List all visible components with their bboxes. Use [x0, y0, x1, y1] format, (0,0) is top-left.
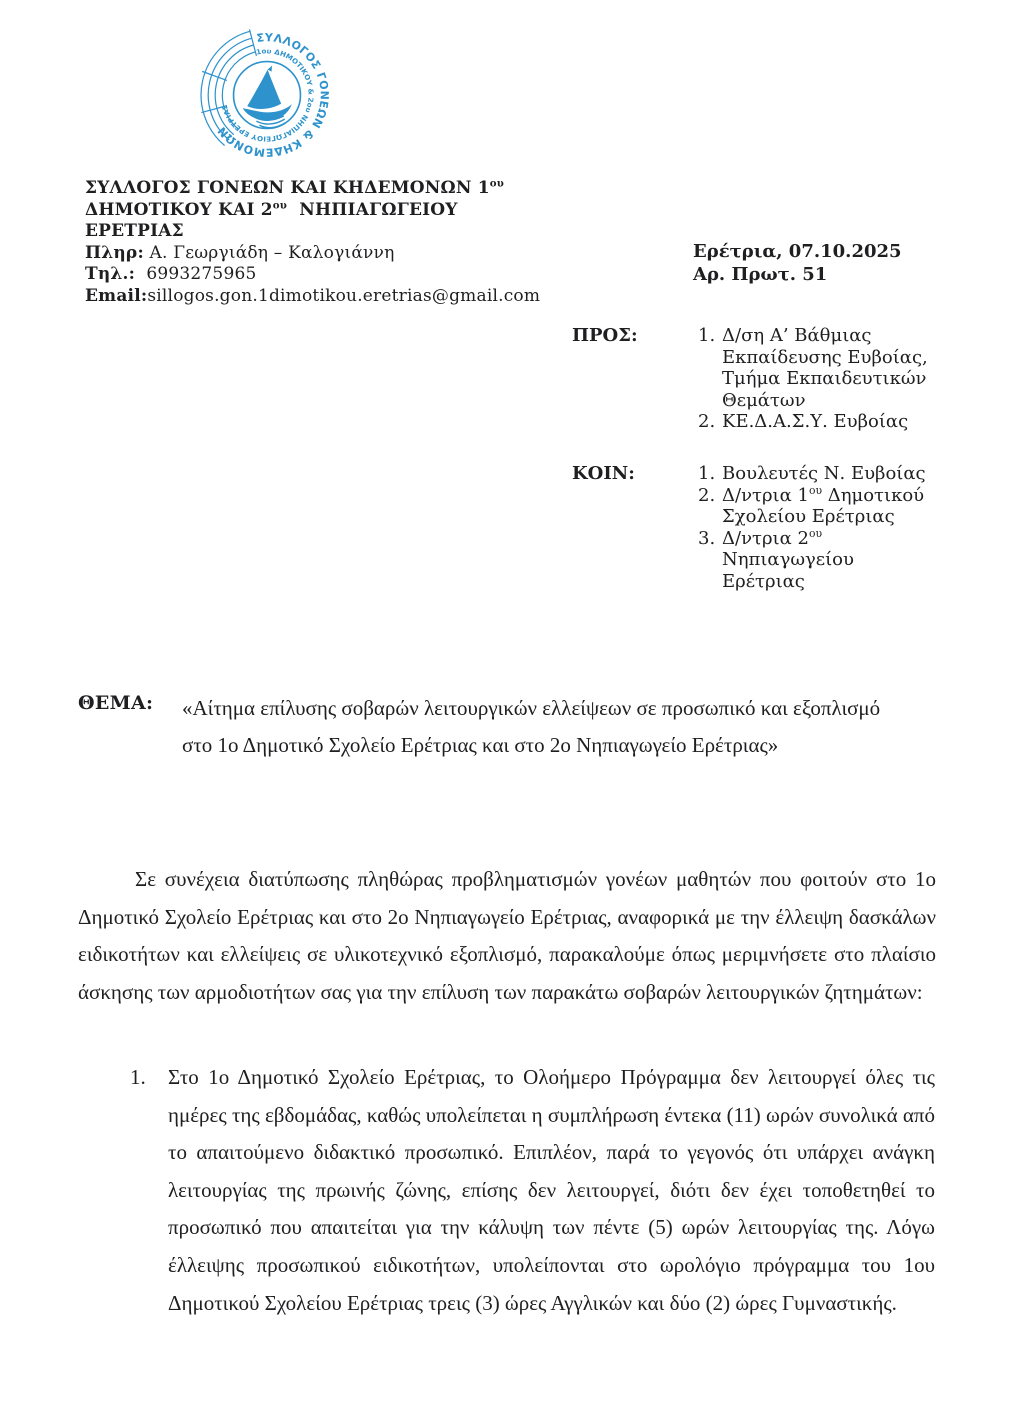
org-name-line3: ΕΡΕΤΡΙΑΣ — [85, 221, 184, 242]
email-value: sillogos.gon.1dimotikou.eretrias@gmail.com — [147, 285, 541, 306]
item-number: 1. — [698, 325, 716, 346]
cc-item — [698, 528, 948, 593]
item-text: Δ/ση Α’ Βάθμιας Εκπαίδευσης Ευβοίας, Τμήμα Εκπαιδευτικών Θεμάτων — [722, 325, 928, 411]
org-name-line2: ΔΗΜΟΤΙΚΟΥ ΚΑΙ $2^{o\upsilon}$ ΝΗΠΙΑΓΩΓΕΙΟΥ — [85, 198, 458, 220]
contact-label: Πληρ: — [85, 242, 144, 263]
contact-person-line — [85, 243, 540, 265]
contact-value: Α. Γεωργιάδη – Καλογιάννη — [143, 242, 395, 263]
email-line — [85, 286, 540, 308]
subject-label: ΘΕΜΑ: — [78, 692, 154, 714]
item-text: Δ/ντρια $1^{o\upsilon}$ Δημοτικού Σχολείου Ερέτριας — [722, 483, 925, 528]
to-item — [698, 411, 948, 433]
org-name-line1: ΣΥΛΛΟΓΟΣ ΓΟΝΕΩΝ ΚΑΙ ΚΗΔΕΜΟΝΩΝ $1^{o\upsilon}$ — [85, 177, 504, 198]
letterhead — [85, 178, 540, 308]
cc-list — [698, 463, 948, 593]
item-text: Βουλευτές Ν. Ευβοίας — [722, 463, 926, 484]
protocol-number: Αρ. Πρωτ. 51 — [693, 263, 828, 285]
subject-text: «Αίτημα επίλυσης σοβαρών λειτουργικών ελλείψεων σε προσωπικό και εξοπλισμό στο 1ο Δημοτικό Σχολείο Ερέτριας και στο 2ο Νηπιαγωγείο Ερέτριας» — [182, 696, 881, 757]
cc-item — [698, 463, 948, 485]
phone-label: Τηλ.: — [85, 264, 136, 285]
cc-label: ΚΟΙΝ: — [572, 463, 635, 484]
item-number: 1. — [130, 1065, 146, 1089]
logo-outer-ring-text: ΣΥΛΛΟΓΟΣ ΓΟΝΕΩΝ & ΚΗΔΕΜΟΝΩΝ — [215, 31, 331, 159]
phone-line — [85, 264, 540, 286]
body-numbered-list — [130, 1059, 935, 1322]
to-list — [698, 325, 948, 433]
numbered-item — [130, 1059, 935, 1322]
phone-value: 6993275965 — [135, 264, 257, 285]
item-number: 2. — [698, 484, 716, 506]
cc-item — [698, 485, 948, 528]
place-date: Ερέτρια, 07.10.2025 — [693, 241, 902, 262]
to-item — [698, 325, 948, 411]
item-text: ΚΕ.Δ.Α.Σ.Υ. Ευβοίας — [722, 411, 909, 433]
item-number: 3. — [698, 527, 716, 549]
item-text: Δ/ντρια $2^{o\upsilon}$ Νηπιαγωγείου Ερέτριας — [722, 526, 854, 592]
to-label: ΠΡΟΣ: — [572, 325, 638, 346]
association-logo — [196, 22, 338, 168]
item-number: 1. — [698, 463, 716, 484]
body-paragraph: Σε συνέχεια διατύπωσης πληθώρας προβληματισμών γονέων μαθητών που φοιτούν στο 1ο Δημοτικό Σχολείο Ερέτριας και στο 2ο Νηπιαγωγείο Ερέτριας, αναφορικά με την έλλειψη δασκάλων ειδικοτήτων και ελλείψεις σε υλικοτεχνικό εξοπλισμό, παρακαλούμε όπως μεριμνήσετε στο πλαίσιο άσκησης των αρμοδιοτήτων σας για την επίλυση των παρακάτω σοβαρών λειτουργικών ζητημάτων: — [78, 867, 936, 1004]
meta-block — [693, 241, 902, 286]
item-text: Στο 1ο Δημοτικό Σχολείο Ερέτριας, το Ολοήμερο Πρόγραμμα δεν λειτουργεί όλες τις ημέρες της εβδομάδας, καθώς υπολείπεται η συμπλήρωση έντεκα (11) ωρών συνολικά από το απαιτούμενο διδακτικό προσωπικό. Επιπλέον, παρά το γεγονός ότι υπάρχει ανάγκη λειτουργίας της πρωινής ζώνης, επίσης δεν λειτουργεί, διότι δεν έχει τοποθετηθεί το προσωπικό που απαιτείται για την κάλυψη των πέντε (5) ωρών λειτουργίας της. Λόγω έλλειψης προσωπικού ειδικοτήτων, υπολείπονται στο ωρολόγιο πρόγραμμα του 1ου Δημοτικού Σχολείου Ερέτριας τρεις (3) ώρες Αγγλικών και δύο (2) ώρες Γυμναστικής. — [168, 1065, 935, 1315]
item-number: 2. — [698, 411, 716, 433]
logo-inner-ring-text: 1ου ΔΗΜΟΤΙΚΟΥ & 2ου ΝΗΠΙΑΓΩΓΕΙΟΥ ΕΡΕΤΡΙΑΣ — [220, 47, 315, 143]
email-label: Email: — [85, 285, 148, 306]
